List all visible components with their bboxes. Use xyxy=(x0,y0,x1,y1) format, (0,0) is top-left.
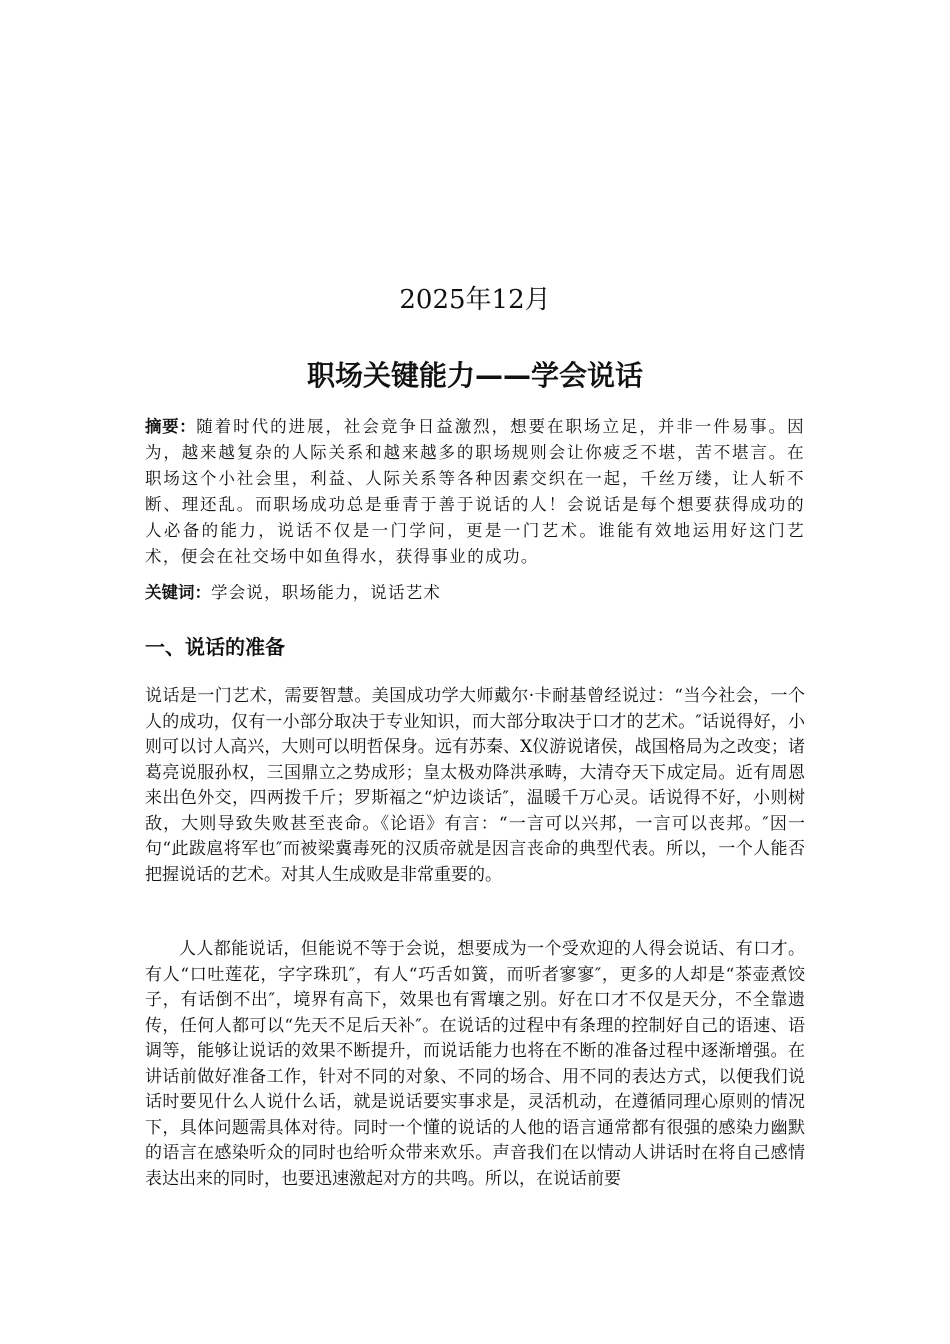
body-paragraph-1: 说话是一门艺术，需要智慧。美国成功学大师戴尔·卡耐基曾经说过：“当今社会，一个人的成功，仅有一小部分取决于专业知识，而大部分取决于口才的艺术。″话说得好，小则可以讨人高兴，大则可以明哲保身。远有苏秦、X仪游说诸侯，战国格局为之改变；诸葛亮说服孙权，三国鼎立之势成形；皇太极劝降洪承畴，大清夺天下成定局。近有周恩来出色外交，四两拨千斤；罗斯福之“炉边谈话″，温暖千万心灵。话说得不好，小则树敌，大则导致失败甚至丧命。《论语》有言：“一言可以兴邦，一言可以丧邦。″因一句“此跋扈将军也″而被梁冀毒死的汉质帝就是因言丧命的典型代表。所以，一个人能否把握说话的艺术。对其人生成败是非常重要的。 xyxy=(145,686,805,885)
document-date: 2025年12月 xyxy=(399,285,551,315)
body-paragraph-2: 人人都能说话，但能说不等于会说，想要成为一个受欢迎的人得会说话、有口才。有人“口吐莲花，字字珠玑″，有人“巧舌如簧，而听者寥寥″，更多的人却是“茶壶煮饺子，有话倒不出″，境界有高下，效果也有霄壤之别。好在口才不仅是天分，不全靠遗传，任何人都可以“先天不足后天补″。在说话的过程中有条理的控制好自己的语速、语调等，能够让说话的效果不断提升，而说话能力也将在不断的准备过程中逐渐增强。在讲话前做好准备工作，针对不同的对象、不同的场合、用不同的表达方式，以便我们说话时要见什么人说什么话，就是说话要实事求是，灵活机动，在遵循同理心原则的情况下，具体问题需具体对待。同时一个懂的说话的人他的语言通常都有很强的感染力幽默的语言在感染听众的同时也给听众带来欢乐。声音我们在以情动人讲话时在将自己感情表达出来的同时，也要迅速激起对方的共鸣。所以，在说话前要 xyxy=(145,939,805,1189)
section-heading: 一、说话的准备 xyxy=(145,635,285,659)
abstract-text: 随着时代的进展，社会竞争日益激烈，想要在职场立足，并非一件易事。因为，越来越复杂的人际关系和越来越多的职场规则会让你疲乏不堪，苦不堪言。在职场这个小社会里，利益、人际关系等各种因素交织在一起，千丝万缕，让人斩不断、理还乱。而职场成功总是垂青于善于说话的人！会说话是每个想要获得成功的人必备的能力，说话不仅是一门学问，更是一门艺术。谁能有效地运用好这门艺术，便会在社交场中如鱼得水，获得事业的成功。 xyxy=(145,417,806,566)
keywords xyxy=(145,580,805,606)
keywords-label: 关键词： xyxy=(145,583,211,602)
keywords-text: 学会说，职场能力，说话艺术 xyxy=(211,583,442,602)
abstract xyxy=(145,414,805,570)
document-title: 职场关键能力——学会说话 xyxy=(306,359,643,392)
abstract-label: 摘要： xyxy=(145,417,197,436)
